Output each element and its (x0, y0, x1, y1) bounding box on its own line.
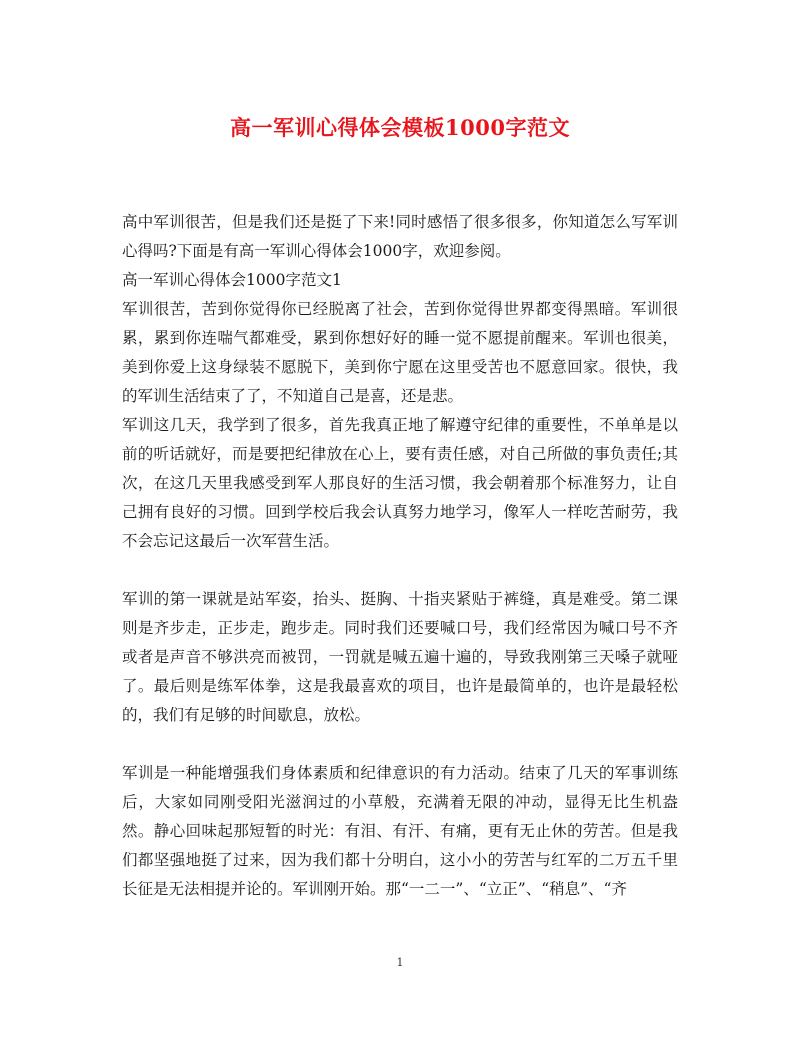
intro-paragraph: 高中军训很苦，但是我们还是挺了下来!同时感悟了很多很多，你知道怎么写军训心得吗?下面是有高一军训心得体会1000字，欢迎参阅。 (122, 213, 678, 260)
document-body (122, 208, 678, 904)
body-paragraph: 军训的第一课就是站军姿，抬头、挺胸、十指夹紧贴于裤缝，真是难受。第二课则是齐步走，正步走，跑步走。同时我们还要喊口号，我们经常因为喊口号不齐或者是声音不够洪亮而被罚，一罚就是喊五遍十遍的，导致我刚第三天嗓子就哑了。最后则是练军体拳，这是我最喜欢的项目，也许是最简单的，也许是最轻松的，我们有足够的时间歇息，放松。 (122, 590, 678, 724)
section-heading: 高一军训心得体会1000字范文1 (122, 271, 342, 289)
page-number: 1 (396, 956, 404, 969)
page-title: 高一军训心得体会模板1000字范文 (230, 115, 570, 140)
body-paragraph: 军训这几天，我学到了很多，首先我真正地了解遵守纪律的重要性，不单单是以前的听话就好，而是要把纪律放在心上，要有责任感，对自己所做的事负责任;其次，在这几天里我感受到军人那良好的生活习惯，我会朝着那个标准努力，让自己拥有良好的习惯。回到学校后我会认真努力地学习，像军人一样吃苦耐劳，我不会忘记这最后一次军营生活。 (122, 416, 678, 550)
body-paragraph: 军训很苦，苦到你觉得你已经脱离了社会，苦到你觉得世界都变得黑暗。军训很累，累到你连喘气都难受，累到你想好好的睡一觉不愿提前醒来。军训也很美，美到你爱上这身绿装不愿脱下，美到你宁愿在这里受苦也不愿意回家。很快，我的军训生活结束了了，不知道自己是喜，还是悲。 (122, 300, 678, 405)
body-paragraph: 军训是一种能增强我们身体素质和纪律意识的有力活动。结束了几天的军事训练后，大家如同刚受阳光滋润过的小草般，充满着无限的冲动，显得无比生机盎然。静心回味起那短暂的时光：有泪、有汗、有痛，更有无止休的劳苦。但是我们都坚强地挺了过来，因为我们都十分明白，这小小的劳苦与红军的二万五千里长征是无法相提并论的。军训刚开始。那“一二一”、“立正”、“稍息”、“齐 (122, 764, 678, 898)
